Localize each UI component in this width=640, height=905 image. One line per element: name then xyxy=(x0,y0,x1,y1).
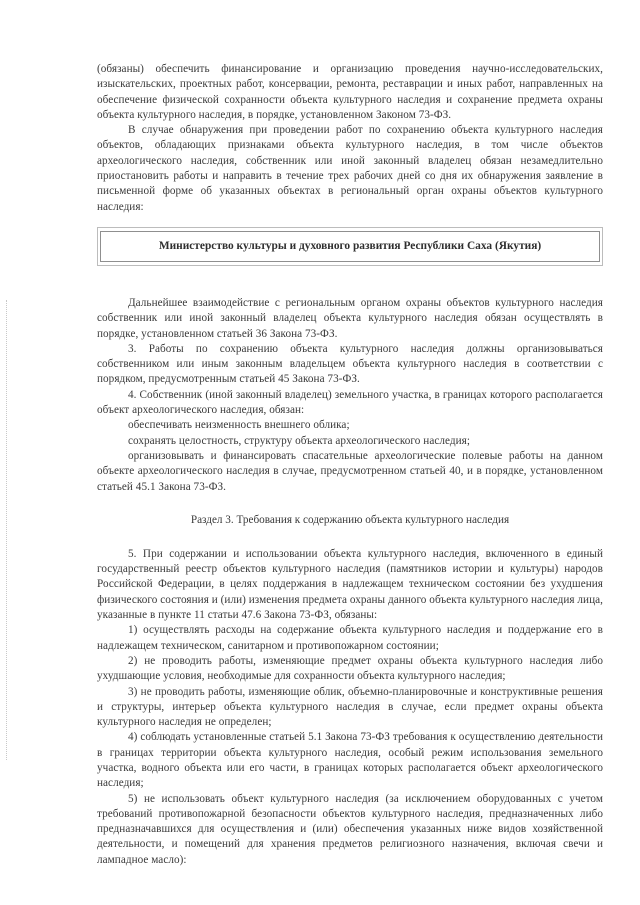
paragraph-item-4: 4. Собственник (иной законный владелец) земельного участка, в границах которого располагается объект археологического наследия, обязан: xyxy=(97,388,603,417)
paragraph-item-5-2: 2) не проводить работы, изменяющие предмет охраны объекта культурного наследия либо ухудшающие условия, необходимые для сохранности объекта культурного наследия; xyxy=(97,654,603,683)
section-heading: Раздел 3. Требования к содержанию объекта культурного наследия xyxy=(190,513,510,526)
paragraph-item-3: 3. Работы по сохранению объекта культурного наследия должны организовываться собственником или иным законным владельцем объекта культурного наследия в соответствии с порядком, предусмотренным статьей 45 Закона 73-ФЗ. xyxy=(97,342,603,386)
authority-box xyxy=(97,227,603,266)
paragraph-discovery-notice: В случае обнаружения при проведении работ по сохранению объекта культурного наследия объектов, обладающих признаками объекта культурного наследия, в том числе объектов археологического наследия, собственник или иной законный владелец обязан незамедлительно приостановить работы и направить в течение трех рабочих дней со дня их обнаружения заявление в письменной форме об указанных объектах в региональный орган охраны объектов культурного наследия: xyxy=(97,124,603,213)
paragraph-obligations-financing: (обязаны) обеспечить финансирование и организацию проведения научно-исследовательских, изыскательских, проектных работ, консервации, ремонта, реставрации и иных работ, направленных на обеспечение физической сохранности объекта культурного наследия и сохранение предмета охраны объекта культурного наследия, в порядке, установленном Законом 73-ФЗ. xyxy=(97,63,603,121)
authority-name: Министерство культуры и духовного развития Республики Саха (Якутия) xyxy=(100,231,600,262)
paragraph-item-5-5: 5) не использовать объект культурного наследия (за исключением оборудованных с учетом требований противопожарной безопасности объектов культурного наследия, предназначенных либо предназначавшихся для осуществления и (или) обеспечения указанных ниже видов хозяйственной деятельности, и помещений для хранения предметов религиозного назначения, включая свечи и лампадное масло): xyxy=(97,792,603,866)
paragraph-item-5: 5. При содержании и использовании объекта культурного наследия, включенного в единый государственный реестр объектов культурного наследия (памятников истории и культуры) народов Российской Федерации, в целях поддержания в надлежащем техническом состоянии без ухудшения физического состояния и (или) изменения предмета охраны данного объекта культурного наследия лица, указанные в пункте 11 статьи 47.6 Закона 73-ФЗ, обязаны: xyxy=(97,547,603,622)
paragraph-item-4-c: организовывать и финансировать спасательные археологические полевые работы на данном объекте археологического наследия в случае, предусмотренном статьей 40, и в порядке, установленном статьей 45.1 Закона 73-ФЗ. xyxy=(97,449,603,493)
document-body xyxy=(97,62,603,868)
paragraph-item-4-b: сохранять целостность, структуру объекта археологического наследия; xyxy=(128,434,470,447)
paragraph-item-4-a: обеспечивать неизменность внешнего облика; xyxy=(128,419,350,432)
scan-margin-marks xyxy=(6,300,10,760)
paragraph-further-interaction: Дальнейшее взаимодействие с региональным органом охраны объектов культурного наследия собственник или иной законный владелец объекта культурного наследия обязан осуществлять в порядке, установленном статьей 36 Закона 73-ФЗ. xyxy=(97,296,603,340)
paragraph-item-5-1: 1) осуществлять расходы на содержание объекта культурного наследия и поддержание его в надлежащем техническом, санитарном и противопожарном состоянии; xyxy=(97,624,603,652)
paragraph-item-5-4: 4) соблюдать установленные статьей 5.1 Закона 73-ФЗ требования к осуществлению деятельности в границах территории объекта культурного наследия, особый режим использования земельного участка, водного объекта или его части, в границах которых располагается объект археологического наследия; xyxy=(97,731,603,790)
paragraph-item-5-3: 3) не проводить работы, изменяющие облик, объемно-планировочные и конструктивные решения и структуры, интерьер объекта культурного наследия в случае, если предмет охраны объекта культурного наследия не определен; xyxy=(97,685,603,729)
